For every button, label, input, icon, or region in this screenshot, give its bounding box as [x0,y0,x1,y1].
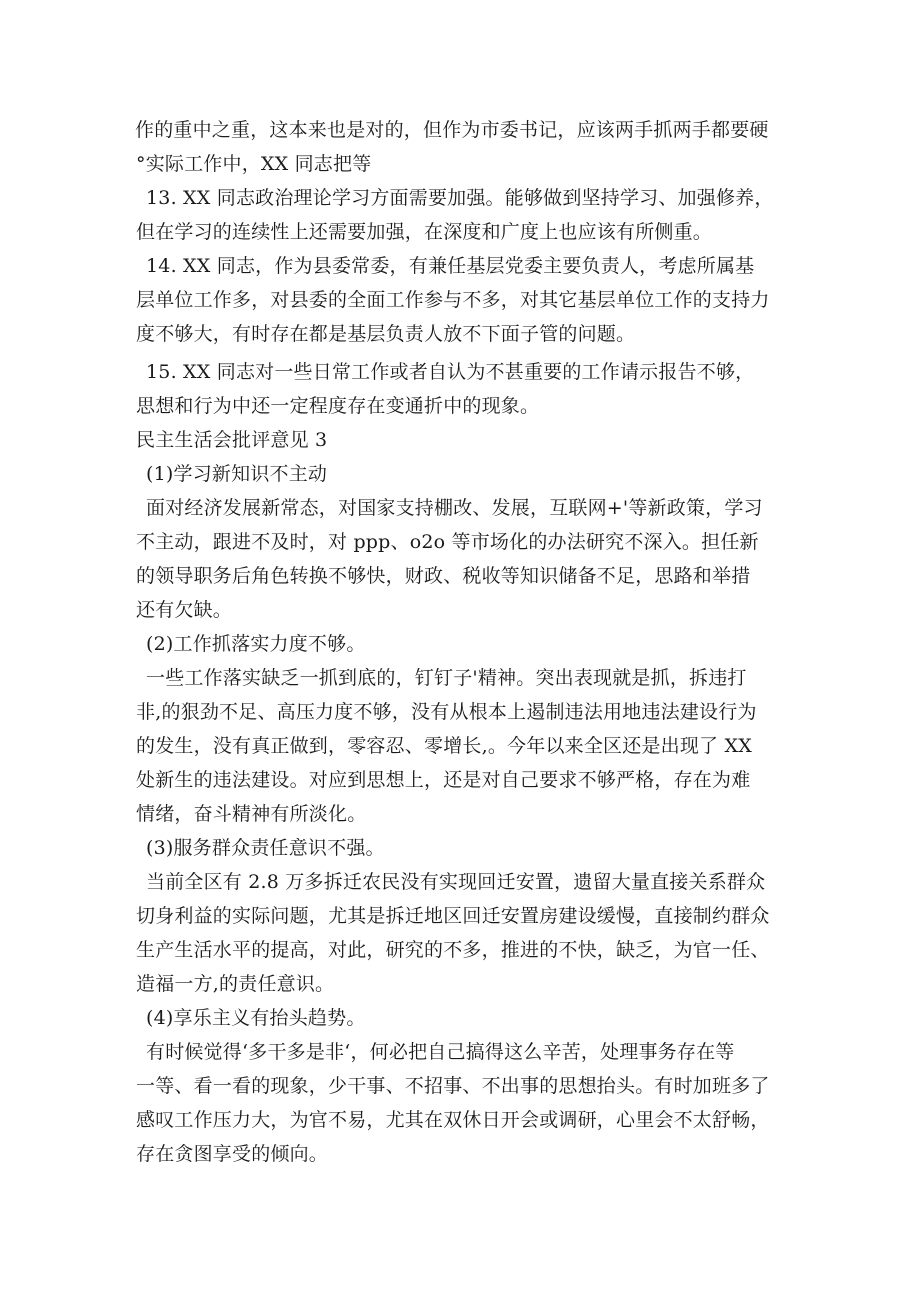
subheading: (2)工作抓落实力度不够。 [146,633,366,655]
section-heading: 民主生活会批评意见 3 [136,429,328,451]
text-line: 一些工作落实缺乏一抓到底的，钉钉子'精神。突出表现就是抓，拆违打 [146,667,747,689]
text-line: 情绪，奋斗精神有所淡化。 [136,803,367,825]
text-line: °实际工作中，XX 同志把等 [136,153,372,175]
text-line: 作的重中之重，这本来也是对的，但作为市委书记，应该两手抓两手都要硬 [135,119,769,141]
text-line: 造福一方,的责任意识。 [136,973,335,995]
text-line: 14. XX 同志，作为县委常委，有兼任基层党委主要负责人，考虑所属基 [146,255,755,277]
text-line: 面对经济发展新常态，对国家支持棚改、发展，互联网+'等新政策，学习 [146,497,763,519]
text-line: 有时候觉得‘多干多是非‘，何必把自己搞得这么辛苦，处理事务存在等 [146,1041,735,1063]
text-line: 13. XX 同志政治理论学习方面需要加强。能够做到坚持学习、加强修养， [146,187,774,209]
text-line: 非,的狠劲不足、高压力度不够，没有从根本上遏制违法用地违法建设行为 [136,701,757,723]
subheading: (3)服务群众责任意识不强。 [146,837,385,859]
text-line: 的发生，没有真正做到，零容忍、零增长,。今年以来全区还是出现了 XX [136,735,752,757]
text-line: 生产生活水平的提高，对此，研究的不多，推进的不快，缺乏，为官一任、 [136,939,770,961]
text-line: 处新生的违法建设。对应到思想上，还是对自己要求不够严格，存在为难 [136,769,751,791]
text-line: 的领导职务后角色转换不够快，财政、税收等知识储备不足，思路和举措 [136,565,751,587]
text-line: 一等、看一看的现象，少干事、不招事、不出事的思想抬头。有时加班多了 [136,1075,770,1097]
text-line: 感叹工作压力大，为官不易，尤其在双休日开会或调研，心里会不太舒畅， [136,1109,770,1131]
subheading: (1)学习新知识不主动 [146,463,328,485]
text-line: 思想和行为中还一定程度存在变通折中的现象。 [136,395,540,417]
text-line: 度不够大，有时存在都是基层负责人放不下面子管的问题。 [136,323,636,345]
text-line: 但在学习的连续性上还需要加强，在深度和广度上也应该有所侧重。 [136,221,713,243]
text-line: 切身利益的实际问题，尤其是拆迁地区回迁安置房建设缓慢，直接制约群众 [136,905,770,927]
text-line: 当前全区有 2.8 万多拆迁农民没有实现回迁安置，遗留大量直接关系群众 [146,871,766,893]
text-line: 15. XX 同志对一些日常工作或者自认为不甚重要的工作请示报告不够， [146,361,755,383]
text-line: 存在贪图享受的倾向。 [136,1143,329,1165]
text-line: 不主动，跟进不及时，对 ppp、o2o 等市场化的办法研究不深入。担任新 [136,531,759,553]
text-line: 层单位工作多，对县委的全面工作参与不多，对其它基层单位工作的支持力 [136,289,770,311]
text-line: 还有欠缺。 [136,599,233,621]
subheading: (4)享乐主义有抬头趋势。 [146,1007,366,1029]
